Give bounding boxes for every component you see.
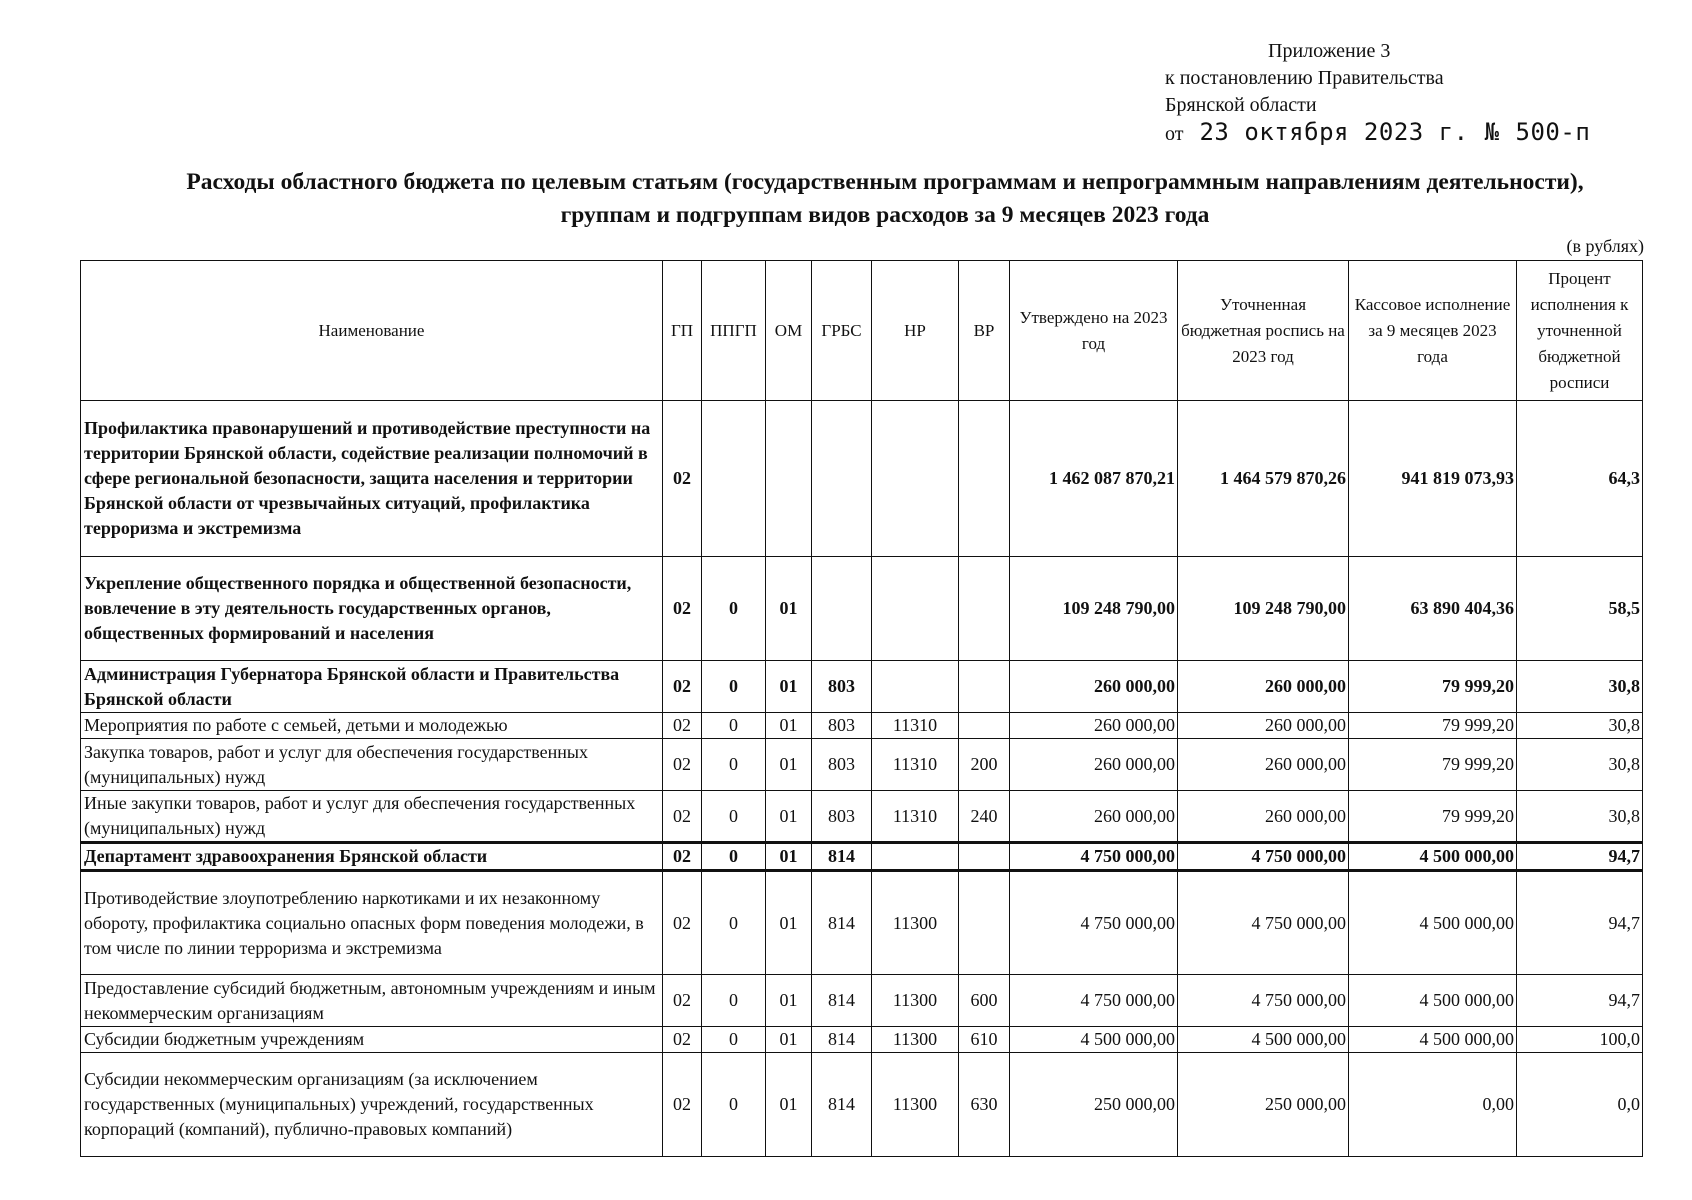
- cell-name: Субсидии бюджетным учреждениям: [81, 1027, 663, 1053]
- cell-om: 01: [766, 661, 812, 713]
- cell-approved: 260 000,00: [1010, 713, 1178, 739]
- cell-vr: [959, 661, 1010, 713]
- appendix-block: [1165, 38, 1590, 148]
- cell-nr: 11300: [872, 1027, 959, 1053]
- cell-vr: [959, 557, 1010, 661]
- cell-percent: 58,5: [1517, 557, 1643, 661]
- table-row: [81, 557, 1643, 661]
- cell-refined: 109 248 790,00: [1178, 557, 1349, 661]
- table-row: [81, 661, 1643, 713]
- cell-cash: 4 500 000,00: [1349, 975, 1517, 1027]
- cell-cash: 4 500 000,00: [1349, 843, 1517, 871]
- cell-ppgp: 0: [702, 975, 766, 1027]
- cell-nr: 11300: [872, 871, 959, 975]
- col-nr-header: НР: [872, 261, 959, 401]
- cell-nr: 11310: [872, 739, 959, 791]
- cell-percent: 94,7: [1517, 975, 1643, 1027]
- cell-grbs: 814: [812, 975, 872, 1027]
- cell-vr: 240: [959, 791, 1010, 843]
- cell-percent: 94,7: [1517, 843, 1643, 871]
- cell-grbs: [812, 557, 872, 661]
- cell-ppgp: 0: [702, 791, 766, 843]
- table-row: [81, 975, 1643, 1027]
- col-om-header: ОМ: [766, 261, 812, 401]
- cell-grbs: 814: [812, 1053, 872, 1157]
- stamp-number: 500-п: [1515, 118, 1591, 146]
- cell-grbs: 814: [812, 1027, 872, 1053]
- cell-vr: [959, 401, 1010, 557]
- table-row: [81, 843, 1643, 871]
- cell-ppgp: 0: [702, 1053, 766, 1157]
- cell-name: Укрепление общественного порядка и общественной безопасности, вовлечение в эту деятельность государственных органов, общественных формирований и населения: [81, 557, 663, 661]
- cell-om: 01: [766, 1053, 812, 1157]
- cell-ppgp: 0: [702, 739, 766, 791]
- cell-percent: 30,8: [1517, 739, 1643, 791]
- cell-om: 01: [766, 871, 812, 975]
- cell-percent: 64,3: [1517, 401, 1643, 557]
- cell-gp: 02: [663, 843, 702, 871]
- cell-nr: 11310: [872, 791, 959, 843]
- units-label: (в рублях): [1566, 236, 1644, 256]
- cell-gp: 02: [663, 791, 702, 843]
- cell-gp: 02: [663, 975, 702, 1027]
- cell-grbs: 814: [812, 843, 872, 871]
- col-percent-header: Процент исполнения к уточненной бюджетной росписи: [1517, 261, 1643, 401]
- table-row: [81, 1053, 1643, 1157]
- cell-vr: [959, 871, 1010, 975]
- expenditure-table: [80, 260, 1643, 1157]
- cell-vr: 610: [959, 1027, 1010, 1053]
- table-row: [81, 1027, 1643, 1053]
- cell-refined: 4 750 000,00: [1178, 843, 1349, 871]
- cell-name: Противодействие злоупотреблению наркотиками и их незаконному обороту, профилактика социально опасных форм поведения молодежи, в том числе по линии терроризма и экстремизма: [81, 871, 663, 975]
- cell-cash: 79 999,20: [1349, 661, 1517, 713]
- appendix-number: Приложение 3: [1268, 40, 1391, 62]
- cell-vr: 600: [959, 975, 1010, 1027]
- cell-approved: 260 000,00: [1010, 661, 1178, 713]
- cell-nr: [872, 843, 959, 871]
- document-title: [60, 166, 1692, 232]
- cell-name: Субсидии некоммерческим организациям (за исключением государственных (муниципальных) учреждений, государственных корпораций (компаний), публично-правовых компаний): [81, 1053, 663, 1157]
- cell-om: 01: [766, 739, 812, 791]
- cell-refined: 260 000,00: [1178, 661, 1349, 713]
- cell-approved: 4 750 000,00: [1010, 975, 1178, 1027]
- cell-gp: 02: [663, 557, 702, 661]
- cell-percent: 0,0: [1517, 1053, 1643, 1157]
- cell-gp: 02: [663, 871, 702, 975]
- col-refined-header: Уточненная бюджетная роспись на 2023 год: [1178, 261, 1349, 401]
- cell-gp: 02: [663, 1053, 702, 1157]
- cell-refined: 260 000,00: [1178, 739, 1349, 791]
- cell-approved: 4 500 000,00: [1010, 1027, 1178, 1053]
- cell-percent: 30,8: [1517, 713, 1643, 739]
- cell-vr: [959, 713, 1010, 739]
- cell-gp: 02: [663, 661, 702, 713]
- stamp-date: 23 октября 2023 г.: [1199, 118, 1469, 146]
- cell-gp: 02: [663, 713, 702, 739]
- cell-grbs: 803: [812, 661, 872, 713]
- cell-refined: 1 464 579 870,26: [1178, 401, 1349, 557]
- cell-approved: 260 000,00: [1010, 739, 1178, 791]
- cell-approved: 4 750 000,00: [1010, 843, 1178, 871]
- title-line-2: группам и подгруппам видов расходов за 9 месяцев 2023 года: [560, 202, 1210, 228]
- col-cash-header: Кассовое исполнение за 9 месяцев 2023 года: [1349, 261, 1517, 401]
- cell-nr: [872, 661, 959, 713]
- table-row: [81, 739, 1643, 791]
- cell-name: Закупка товаров, работ и услуг для обеспечения государственных (муниципальных) нужд: [81, 739, 663, 791]
- cell-nr: 11300: [872, 975, 959, 1027]
- cell-nr: 11310: [872, 713, 959, 739]
- cell-name: Администрация Губернатора Брянской области и Правительства Брянской области: [81, 661, 663, 713]
- cell-ppgp: 0: [702, 843, 766, 871]
- cell-cash: 79 999,20: [1349, 739, 1517, 791]
- col-name-header: Наименование: [81, 261, 663, 401]
- cell-vr: 200: [959, 739, 1010, 791]
- cell-om: 01: [766, 975, 812, 1027]
- cell-refined: 4 500 000,00: [1178, 1027, 1349, 1053]
- table-row: [81, 401, 1643, 557]
- col-gp-header: ГП: [663, 261, 702, 401]
- cell-nr: [872, 401, 959, 557]
- cell-ppgp: 0: [702, 713, 766, 739]
- table-row: [81, 871, 1643, 975]
- cell-om: 01: [766, 713, 812, 739]
- cell-percent: 30,8: [1517, 661, 1643, 713]
- cell-om: 01: [766, 1027, 812, 1053]
- cell-gp: 02: [663, 1027, 702, 1053]
- cell-name: Предоставление субсидий бюджетным, автономным учреждениям и иным некоммерческим организациям: [81, 975, 663, 1027]
- cell-cash: 4 500 000,00: [1349, 871, 1517, 975]
- cell-cash: 79 999,20: [1349, 791, 1517, 843]
- cell-approved: 1 462 087 870,21: [1010, 401, 1178, 557]
- cell-nr: [872, 557, 959, 661]
- cell-name: Мероприятия по работе с семьей, детьми и молодежью: [81, 713, 663, 739]
- col-approved-header: Утверждено на 2023 год: [1010, 261, 1178, 401]
- cell-ppgp: 0: [702, 557, 766, 661]
- number-sign: №: [1484, 118, 1500, 146]
- cell-grbs: 803: [812, 739, 872, 791]
- table-row: [81, 791, 1643, 843]
- cell-cash: 79 999,20: [1349, 713, 1517, 739]
- cell-om: 01: [766, 557, 812, 661]
- cell-percent: 100,0: [1517, 1027, 1643, 1053]
- from-label: от: [1165, 123, 1184, 145]
- cell-grbs: 814: [812, 871, 872, 975]
- cell-om: [766, 401, 812, 557]
- cell-percent: 94,7: [1517, 871, 1643, 975]
- cell-refined: 260 000,00: [1178, 713, 1349, 739]
- cell-refined: 4 750 000,00: [1178, 975, 1349, 1027]
- cell-refined: 260 000,00: [1178, 791, 1349, 843]
- appendix-region: Брянской области: [1165, 94, 1317, 116]
- cell-gp: 02: [663, 401, 702, 557]
- cell-ppgp: [702, 401, 766, 557]
- cell-name: Департамент здравоохранения Брянской области: [81, 843, 663, 871]
- cell-approved: 4 750 000,00: [1010, 871, 1178, 975]
- cell-grbs: 803: [812, 713, 872, 739]
- cell-grbs: [812, 401, 872, 557]
- cell-gp: 02: [663, 739, 702, 791]
- cell-ppgp: 0: [702, 871, 766, 975]
- col-ppgp-header: ППГП: [702, 261, 766, 401]
- cell-name: Профилактика правонарушений и противодействие преступности на территории Брянской области, содействие реализации полномочий в сфере региональной безопасности, защита населения и территории Брянской области от чрезвычайных ситуаций, профилактика терроризма и экстремизма: [81, 401, 663, 557]
- cell-om: 01: [766, 791, 812, 843]
- cell-cash: 4 500 000,00: [1349, 1027, 1517, 1053]
- cell-ppgp: 0: [702, 661, 766, 713]
- cell-percent: 30,8: [1517, 791, 1643, 843]
- table-row: [81, 713, 1643, 739]
- cell-om: 01: [766, 843, 812, 871]
- appendix-date-line: [1165, 119, 1590, 148]
- cell-cash: 0,00: [1349, 1053, 1517, 1157]
- cell-nr: 11300: [872, 1053, 959, 1157]
- cell-grbs: 803: [812, 791, 872, 843]
- cell-cash: 941 819 073,93: [1349, 401, 1517, 557]
- col-grbs-header: ГРБС: [812, 261, 872, 401]
- col-vr-header: ВР: [959, 261, 1010, 401]
- cell-name: Иные закупки товаров, работ и услуг для обеспечения государственных (муниципальных) нужд: [81, 791, 663, 843]
- cell-refined: 4 750 000,00: [1178, 871, 1349, 975]
- header-row: [81, 261, 1643, 401]
- cell-vr: [959, 843, 1010, 871]
- title-line-1: Расходы областного бюджета по целевым статьям (государственным программам и непрограммным направлениям деятельности),: [186, 169, 1584, 195]
- cell-ppgp: 0: [702, 1027, 766, 1053]
- cell-approved: 109 248 790,00: [1010, 557, 1178, 661]
- cell-approved: 260 000,00: [1010, 791, 1178, 843]
- cell-vr: 630: [959, 1053, 1010, 1157]
- cell-refined: 250 000,00: [1178, 1053, 1349, 1157]
- cell-cash: 63 890 404,36: [1349, 557, 1517, 661]
- cell-approved: 250 000,00: [1010, 1053, 1178, 1157]
- appendix-resolution: к постановлению Правительства: [1165, 67, 1444, 89]
